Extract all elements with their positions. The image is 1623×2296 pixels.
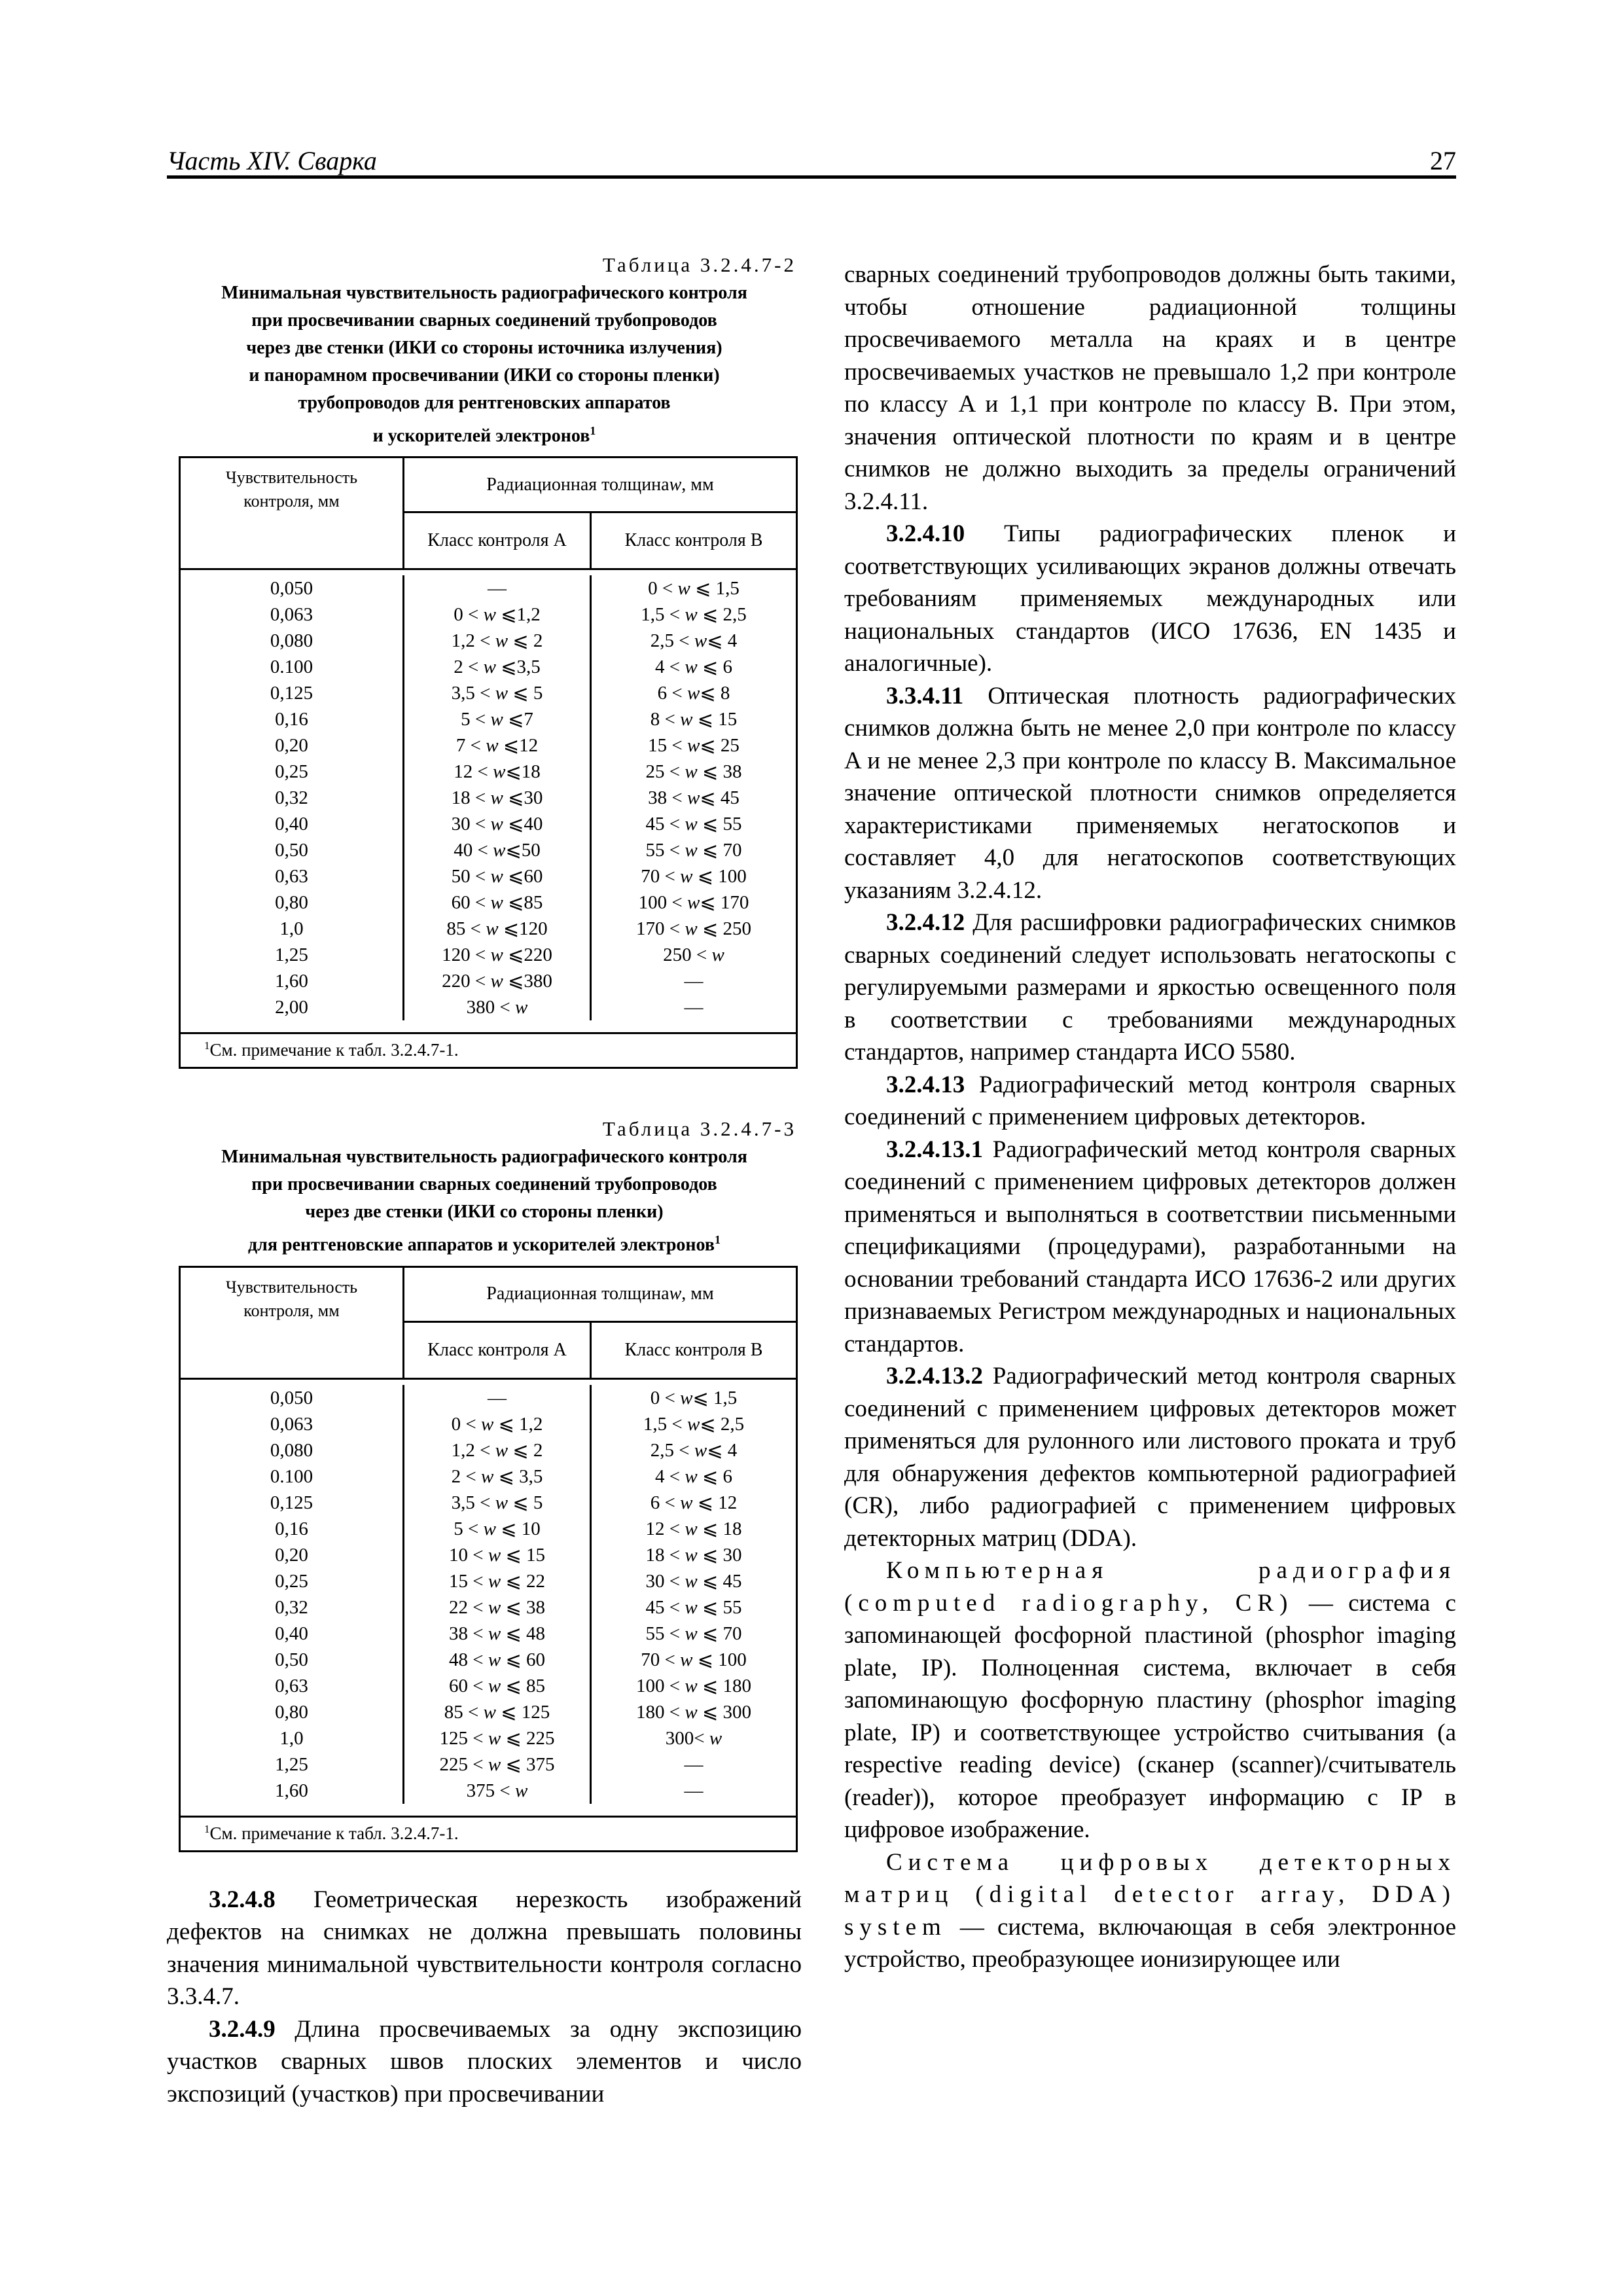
cell-sensitivity: 0,16	[275, 1518, 308, 1539]
table-footnote: $^1$См. примечание к табл. 3.2.4.7-1.	[181, 1816, 796, 1850]
cell-class-a: 60 < w ⩽ 85	[448, 1675, 545, 1696]
cell-class-b: 18 < w ⩽ 30	[645, 1544, 742, 1566]
cell-class-b: 25 < w ⩽ 38	[645, 761, 742, 783]
cell-sensitivity: 0,16	[275, 709, 308, 730]
header-thickness: Радиационная толщина w , мм	[404, 1268, 796, 1323]
cell-class-b: 0 < w⩽ 1,5	[650, 1387, 738, 1408]
cell-class-a: 85 < w ⩽120	[446, 918, 548, 940]
data-table	[179, 456, 798, 1069]
cell-class-a: 22 < w ⩽ 38	[448, 1596, 545, 1618]
paragraph: 3.2.4.13.1 Радиографический метод контроля сварных соединений с применением цифровых детекторов должен применяться и выполняться в соответствии письменными спецификациями (процедурами), разработанными на основании требований стандарта ИСО 17636-2 или других признаваемых Регистром международных и национальных стандартов.	[844, 1136, 1456, 1357]
cell-class-b: 250 < w	[663, 944, 724, 966]
caption-line: для рентгеновские аппаратов и ускорителей электронов$^1$	[248, 1233, 721, 1255]
cell-sensitivity: 0,40	[275, 1623, 308, 1644]
cell-class-b: 100 < w⩽ 170	[638, 892, 749, 914]
cell-class-b: 170 < w ⩽ 250	[635, 918, 751, 940]
cell-sensitivity: 0,063	[270, 604, 313, 626]
table-header	[181, 458, 796, 568]
cell-class-b: —	[684, 1753, 704, 1775]
cell-sensitivity: 0,20	[275, 1544, 308, 1566]
cell-class-b: 2,5 < w⩽ 4	[650, 1439, 738, 1461]
cell-class-a: 50 < w ⩽60	[451, 866, 543, 888]
cell-class-b: 38 < w⩽ 45	[648, 787, 740, 809]
caption-line: и панорамном просвечивании (ИКИ со стороны пленки)	[249, 365, 720, 386]
cell-class-b: 55 < w ⩽ 70	[645, 840, 742, 861]
cell-class-a: 1,2 < w ⩽ 2	[451, 1439, 543, 1461]
class-a-column	[404, 575, 592, 1020]
class-a-column	[404, 1385, 592, 1804]
caption-footnote-mark: 1	[714, 1233, 721, 1247]
cell-sensitivity: 1,25	[275, 944, 308, 966]
cell-class-b: —	[684, 1780, 704, 1801]
cell-class-a: 1,2 < w ⩽ 2	[451, 630, 543, 652]
cell-sensitivity: 1,25	[275, 1753, 308, 1775]
cell-sensitivity: 0,50	[275, 840, 308, 861]
caption-line: Минимальная чувствительность радиографического контроля	[221, 283, 747, 303]
cell-class-a: 5 < w ⩽ 10	[454, 1518, 541, 1539]
cell-class-a: 10 < w ⩽ 15	[448, 1544, 545, 1566]
cell-class-a: 120 < w ⩽220	[442, 944, 552, 966]
cell-sensitivity: 0,125	[270, 1492, 313, 1513]
caption-line: через две стенки (ИКИ со стороны пленки)	[305, 1202, 664, 1223]
cell-sensitivity: 0,63	[275, 1675, 308, 1696]
table-block	[167, 252, 802, 1069]
clause-number: 3.2.4.13.1	[886, 1136, 983, 1163]
cell-class-b: 2,5 < w⩽ 4	[650, 630, 738, 652]
cell-sensitivity: 0,050	[270, 1387, 313, 1408]
cell-sensitivity: 0.100	[270, 1465, 313, 1487]
table-label: Таблица 3.2.4.7-3	[602, 1117, 796, 1141]
cell-sensitivity: 1,60	[275, 1780, 308, 1801]
caption-line: Минимальная чувствительность радиографического контроля	[221, 1147, 747, 1168]
header-sensitivity: Чувствительность контроля, мм	[181, 458, 404, 568]
sensitivity-column	[181, 575, 404, 1020]
cell-class-b: 70 < w ⩽ 100	[641, 866, 747, 888]
class-b-column	[592, 575, 796, 1020]
cell-sensitivity: 0,40	[275, 814, 308, 835]
cell-class-a: 0 < w ⩽ 1,2	[451, 1413, 543, 1435]
cell-sensitivity: 0,25	[275, 761, 308, 783]
cell-sensitivity: 0,80	[275, 892, 308, 914]
cell-class-a: 0 < w ⩽1,2	[454, 604, 541, 626]
table-caption	[167, 1143, 802, 1259]
right-column	[844, 259, 1456, 1976]
cell-sensitivity: 1,0	[279, 1727, 304, 1749]
cell-class-a: 7 < w ⩽12	[455, 735, 539, 757]
cell-class-a: 60 < w ⩽85	[451, 892, 543, 914]
cell-sensitivity: 0,63	[275, 866, 308, 888]
caption-footnote-mark: 1	[590, 424, 596, 437]
cell-class-a: 375 < w	[466, 1780, 528, 1801]
cell-class-b: 55 < w ⩽ 70	[645, 1623, 742, 1644]
cell-class-b: 12 < w ⩽ 18	[645, 1518, 742, 1539]
cell-sensitivity: 0,32	[275, 1596, 308, 1618]
running-title: Часть XIV. Сварка	[167, 146, 377, 175]
header-class-b: Класс контроля B	[624, 1339, 763, 1360]
cell-sensitivity: 2,00	[275, 997, 308, 1018]
cell-class-b: 6 < w⩽ 8	[657, 683, 730, 704]
cell-class-b: 45 < w ⩽ 55	[645, 1596, 742, 1618]
paragraph: Система цифровых детекторных матриц (digital detector array, DDA) system — система, включающая в себя электронное устройство, преобразующее ионизирующее или	[844, 1848, 1456, 1973]
clause-number: 3.2.4.8	[209, 1886, 276, 1913]
clause-number: 3.3.4.11	[886, 682, 964, 709]
paragraph: 3.2.4.9 Длина просвечиваемых за одну экспозицию участков сварных швов плоских элементов и число экспозиций (участков) при просвечивании	[167, 2015, 802, 2108]
table-label: Таблица 3.2.4.7-2	[602, 253, 796, 276]
cell-class-a: 85 < w ⩽ 125	[444, 1701, 550, 1723]
cell-class-a: 38 < w ⩽ 48	[448, 1623, 545, 1644]
cell-sensitivity: 0,20	[275, 735, 308, 757]
cell-class-b: 1,5 < w⩽ 2,5	[643, 1413, 745, 1435]
paragraph: 3.2.4.13.2 Радиографический метод контроля сварных соединений с применением цифровых детекторов может применяться для рулонного или листового проката и труб для обнаружения дефектов компьютерной радиографией (CR), либо радиографией с применением цифровых детекторных матриц (DDA).	[844, 1363, 1456, 1552]
paragraph: 3.2.4.8 Геометрическая нерезкость изображений дефектов на снимках не должна превышать половины значения минимальной чувствительности контроля согласно 3.3.4.7.	[167, 1886, 802, 2011]
header-class-a: Класс контроля A	[404, 513, 592, 568]
clause-number: 3.2.4.13	[886, 1071, 965, 1098]
table-caption	[167, 279, 802, 450]
table-footnote: $^1$См. примечание к табл. 3.2.4.7-1.	[181, 1032, 796, 1067]
cell-class-b: 4 < w ⩽ 6	[654, 1465, 732, 1487]
cell-sensitivity: 0,125	[270, 683, 313, 704]
cell-class-a: 2 < w ⩽ 3,5	[451, 1465, 543, 1487]
cell-class-a: 30 < w ⩽40	[451, 814, 543, 835]
table-block	[167, 1116, 802, 1852]
cell-class-b: —	[684, 971, 704, 992]
paragraph: 3.2.4.13 Радиографический метод контроля сварных соединений с применением цифровых детекторов.	[844, 1071, 1456, 1130]
left-column	[167, 252, 802, 2110]
cell-class-a: 12 < w⩽18	[454, 761, 541, 783]
cell-class-b: 8 < w ⩽ 15	[650, 709, 738, 730]
table-body	[181, 1378, 796, 1816]
table-body	[181, 568, 796, 1032]
cell-sensitivity: 0,080	[270, 1439, 313, 1461]
cell-sensitivity: 0,80	[275, 1701, 308, 1723]
sensitivity-column	[181, 1385, 404, 1804]
table-header	[181, 1268, 796, 1378]
right-paragraphs	[844, 259, 1456, 1976]
cell-class-a: 15 < w ⩽ 22	[448, 1570, 545, 1592]
cell-class-b: —	[684, 997, 704, 1018]
paragraph: 3.2.4.12 Для расшифровки радиографических снимков сварных соединений следует использовать негатоскопы с регулируемыми размерами и яркостью освещенного поля в соответствии с требованиями международных стандартов, например стандарта ИСО 5580.	[844, 909, 1456, 1066]
cell-class-a: 40 < w⩽50	[454, 840, 541, 861]
cell-sensitivity: 1,60	[275, 971, 308, 992]
cell-sensitivity: 0,32	[275, 787, 308, 809]
paragraph: Компьютерная радиография (computed radiography, CR) — система с запоминающей фосфорной пластиной (phosphor imaging plate, IP). Полноценная система, включает в себя запоминающую фосфорную пластину (phosphor imaging plate, IP) и соответствующее устройство считывания (a respective reading device) (сканер (scanner)/считыватель (reader)), которое преобразует информацию с IP в цифровое изображение.	[844, 1557, 1456, 1843]
cell-class-b: 70 < w ⩽ 100	[641, 1649, 747, 1670]
cell-sensitivity: 0.100	[270, 656, 313, 678]
paragraph: 3.2.4.10 Типы радиографических пленок и соответствующих усиливающих экранов должны отвечать требованиям применяемых международных или национальных стандартов (ИСО 17636, EN 1435 и аналогичные).	[844, 520, 1456, 677]
header-class-b: Класс контроля B	[624, 530, 763, 551]
cell-class-b: 180 < w ⩽ 300	[635, 1701, 751, 1723]
cell-sensitivity: 0,080	[270, 630, 313, 652]
caption-line: при просвечивании сварных соединений трубопроводов	[251, 1174, 717, 1195]
cell-class-b: 100 < w ⩽ 180	[635, 1675, 751, 1696]
cell-sensitivity: 0,063	[270, 1413, 313, 1435]
cell-class-a: 18 < w ⩽30	[451, 787, 543, 809]
tables-container	[167, 252, 802, 1852]
cell-class-b: 15 < w⩽ 25	[648, 735, 740, 757]
cell-class-a: —	[488, 1387, 507, 1408]
cell-class-a: 225 < w ⩽ 375	[439, 1753, 555, 1775]
cell-class-a: 125 < w ⩽ 225	[439, 1727, 555, 1749]
cell-sensitivity: 0,050	[270, 578, 313, 600]
cell-class-b: 300< w	[665, 1727, 722, 1749]
cell-class-a: 380 < w	[466, 997, 528, 1018]
caption-line: при просвечивании сварных соединений трубопроводов	[251, 310, 717, 331]
cell-class-a: 3,5 < w ⩽ 5	[451, 1492, 543, 1513]
cell-class-b: 0 < w ⩽ 1,5	[648, 578, 740, 600]
defined-term: Компьютерная радиография (computed radiography, CR)	[844, 1557, 1456, 1617]
caption-line: трубопроводов для рентгеновских аппаратов	[298, 393, 671, 413]
cell-class-b: 6 < w ⩽ 12	[650, 1492, 738, 1513]
data-table	[179, 1266, 798, 1852]
cell-class-b: 30 < w ⩽ 45	[645, 1570, 742, 1592]
clause-number: 3.2.4.9	[209, 2015, 276, 2043]
cell-class-b: 4 < w ⩽ 6	[654, 656, 732, 678]
cell-class-a: —	[488, 578, 507, 600]
left-paragraphs	[167, 1884, 802, 2111]
cell-class-b: 45 < w ⩽ 55	[645, 814, 742, 835]
page-number: 27	[1430, 146, 1456, 175]
paragraph: сварных соединений трубопроводов должны быть такими, чтобы отношение радиационной толщины просвечиваемого металла на краях и в центре просвечиваемых участков не превышало 1,2 при контроле по классу A и 1,1 при контроле по классу B. При этом, значения оптической плотности по краям и в центре снимков не должно выходить за пределы ограничений 3.2.4.11.	[844, 261, 1456, 515]
caption-line: через две стенки (ИКИ со стороны источника излучения)	[246, 338, 722, 358]
paragraph: 3.3.4.11 Оптическая плотность радиографических снимков должна быть не менее 2,0 при контроле по классу A и не менее 2,3 при контроле по классу B. Максимальное значение оптической плотности снимков определяется характеристиками применяемых негатоскопов и составляет 4,0 для негатоскопов соответствующих указаниям 3.2.4.12.	[844, 682, 1456, 904]
header-rule	[167, 175, 1456, 179]
header-sensitivity: Чувствительность контроля, мм	[181, 1268, 404, 1378]
header-class-a: Класс контроля A	[404, 1323, 592, 1378]
header-thickness: Радиационная толщина w , мм	[404, 458, 796, 513]
clause-number: 3.2.4.12	[886, 909, 965, 936]
caption-line: и ускорителей электронов$^1$	[372, 424, 596, 446]
cell-sensitivity: 1,0	[279, 918, 304, 940]
cell-class-a: 2 < w ⩽3,5	[454, 656, 541, 678]
cell-class-a: 5 < w ⩽7	[461, 709, 533, 730]
page-header	[167, 145, 1456, 179]
class-b-column	[592, 1385, 796, 1804]
defined-term: Система цифровых детекторных матриц (digital detector array, DDA) system	[844, 1848, 1456, 1941]
cell-class-a: 48 < w ⩽ 60	[448, 1649, 545, 1670]
cell-sensitivity: 0,50	[275, 1649, 308, 1670]
clause-number: 3.2.4.10	[886, 520, 965, 547]
cell-class-a: 220 < w ⩽380	[442, 971, 552, 992]
clause-number: 3.2.4.13.2	[886, 1363, 983, 1390]
cell-class-b: 1,5 < w ⩽ 2,5	[641, 604, 747, 626]
cell-class-a: 3,5 < w ⩽ 5	[451, 683, 543, 704]
cell-sensitivity: 0,25	[275, 1570, 308, 1592]
